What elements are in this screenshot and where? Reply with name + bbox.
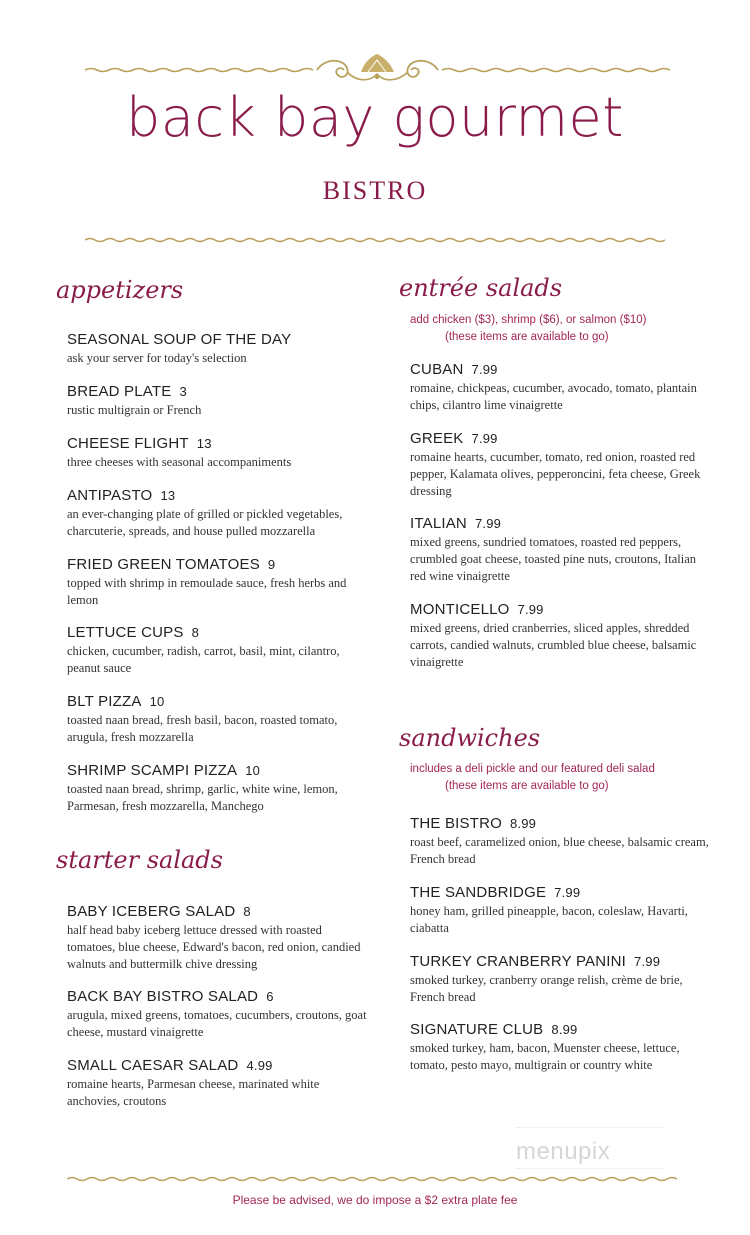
menu-item: [67, 987, 367, 1041]
item-title: [67, 555, 367, 575]
watermark-rule: [516, 1168, 664, 1169]
item-description: chicken, cucumber, radish, carrot, basil, mint, cilantro, peanut sauce: [67, 644, 340, 675]
section-note: (these items are available to go): [445, 780, 609, 792]
item-name: ANTIPASTO: [67, 487, 153, 504]
item-title: [67, 902, 367, 922]
item-description: romaine hearts, Parmesan cheese, marinated white anchovies, croutons: [67, 1077, 320, 1108]
item-title: [67, 692, 367, 712]
item-price: 7.99: [517, 602, 544, 617]
menu-item: [410, 1020, 710, 1074]
item-price: 7.99: [474, 516, 502, 531]
item-title: [67, 1056, 367, 1076]
item-description: ask your server for today's selection: [67, 351, 247, 365]
item-title: [67, 330, 367, 350]
item-price: 7.99: [554, 885, 581, 900]
item-name: TURKEY CRANBERRY PANINI: [410, 953, 627, 970]
item-description: three cheeses with seasonal accompaniments: [67, 455, 292, 469]
item-title: [410, 1020, 710, 1040]
item-price: 13: [196, 436, 212, 451]
section-note: (these items are available to go): [445, 331, 609, 343]
item-price: 13: [160, 488, 176, 503]
extra-plate-fee-notice: Please be advised, we do impose a $2 extra plate fee: [232, 1193, 518, 1207]
menu-item: [410, 514, 710, 585]
item-description: roast beef, caramelized onion, blue cheese, balsamic cream, French bread: [410, 835, 709, 866]
item-name: SHRIMP SCAMPI PIZZA: [67, 762, 238, 779]
item-name: CHEESE FLIGHT: [67, 435, 189, 452]
item-title: [410, 429, 710, 449]
item-price: 10: [149, 694, 165, 709]
item-name: SIGNATURE CLUB: [410, 1021, 544, 1038]
menu-item: [67, 555, 367, 609]
item-name: FRIED GREEN TOMATOES: [67, 556, 260, 573]
item-name: SEASONAL SOUP OF THE DAY: [67, 331, 292, 348]
item-name: MONTICELLO: [410, 601, 510, 618]
item-title: [410, 360, 710, 380]
item-title: [410, 952, 710, 972]
item-description: mixed greens, dried cranberries, sliced apples, shredded carrots, candied walnuts, crumbled blue cheese, balsamic vinaigrette: [410, 621, 697, 669]
item-name: THE BISTRO: [410, 815, 503, 832]
item-name: CUBAN: [410, 361, 464, 378]
item-description: toasted naan bread, shrimp, garlic, white wine, lemon, Parmesan, fresh mozzarella, Manchego: [67, 782, 338, 813]
item-title: [67, 486, 367, 506]
item-description: romaine hearts, cucumber, tomato, red onion, roasted red pepper, Kalamata olives, pepperoncini, feta cheese, Greek dressing: [410, 450, 701, 498]
section-heading-appetizers: appetizers: [56, 276, 184, 304]
item-name: GREEK: [410, 430, 464, 447]
restaurant-subtitle: BISTRO: [322, 176, 428, 205]
item-title: [67, 382, 367, 402]
item-title: [410, 883, 710, 903]
item-name: ITALIAN: [410, 515, 467, 532]
wavy-divider: [85, 236, 670, 244]
section-note: includes a deli pickle and our featured deli salad: [410, 763, 655, 775]
item-title: [410, 600, 710, 620]
item-description: mixed greens, sundried tomatoes, roasted red peppers, crumbled goat cheese, toasted pine nuts, croutons, Italian red wine vinaigrette: [410, 535, 697, 583]
item-price: 8.99: [551, 1022, 578, 1037]
item-price: 7.99: [634, 954, 661, 969]
item-description: smoked turkey, ham, bacon, Muenster cheese, lettuce, tomato, pesto mayo, multigrain or country white: [410, 1041, 680, 1072]
item-price: 7.99: [471, 362, 498, 377]
item-description: honey ham, grilled pineapple, bacon, coleslaw, Havarti, ciabatta: [410, 904, 688, 935]
menu-item: [410, 814, 710, 868]
section-heading-sandwiches: sandwiches: [399, 724, 541, 752]
item-description: smoked turkey, cranberry orange relish, crème de brie, French bread: [410, 973, 683, 1004]
flourish-ornament-icon: [85, 52, 670, 86]
item-name: BREAD PLATE: [67, 383, 172, 400]
menu-item: [67, 761, 367, 815]
restaurant-name: back bay gourmet: [126, 86, 624, 149]
menu-item: [410, 952, 710, 1006]
menu-item: [410, 429, 710, 500]
wavy-divider: [67, 1175, 682, 1183]
item-title: [410, 514, 710, 534]
menu-item: [67, 1056, 367, 1110]
item-title: [410, 814, 710, 834]
item-price: 8: [243, 904, 251, 919]
item-price: 10: [245, 763, 261, 778]
menu-item: [67, 692, 367, 746]
item-name: LETTUCE CUPS: [67, 624, 184, 641]
item-description: an ever-changing plate of grilled or pickled vegetables, charcuterie, spreads, and house pulled mozzarella: [67, 507, 343, 538]
item-price: 3: [179, 384, 187, 399]
menu-item: [67, 330, 367, 367]
item-price: 4.99: [246, 1058, 273, 1073]
menu-item: [410, 600, 710, 671]
section-heading-entree-salads: entrée salads: [399, 274, 563, 302]
item-title: [67, 987, 367, 1007]
item-description: arugula, mixed greens, tomatoes, cucumbers, croutons, goat cheese, mustard vinaigrette: [67, 1008, 367, 1039]
item-price: 6: [266, 989, 274, 1004]
item-description: rustic multigrain or French: [67, 403, 202, 417]
item-name: BLT PIZZA: [67, 693, 142, 710]
menu-item: [67, 902, 367, 973]
item-description: romaine, chickpeas, cucumber, avocado, tomato, plantain chips, cilantro lime vinaigrette: [410, 381, 697, 412]
menu-item: [67, 382, 367, 419]
item-price: 9: [267, 557, 276, 572]
item-name: BABY ICEBERG SALAD: [67, 903, 236, 920]
item-name: BACK BAY BISTRO SALAD: [67, 988, 259, 1005]
item-description: topped with shrimp in remoulade sauce, fresh herbs and lemon: [67, 576, 347, 607]
menu-item: [67, 434, 367, 471]
section-heading-starter-salads: starter salads: [56, 846, 223, 874]
item-title: [67, 623, 367, 643]
item-title: [67, 434, 367, 454]
item-name: SMALL CAESAR SALAD: [67, 1057, 239, 1074]
menu-item: [67, 623, 367, 677]
item-price: 7.99: [471, 431, 498, 446]
item-description: half head baby iceberg lettuce dressed with roasted tomatoes, blue cheese, Edward's bacon, red onion, candied walnuts and buttermilk chive dressing: [67, 923, 361, 971]
item-description: toasted naan bread, fresh basil, bacon, roasted tomato, arugula, fresh mozzarella: [67, 713, 338, 744]
watermark-rule: [516, 1127, 664, 1128]
item-name: THE SANDBRIDGE: [410, 884, 547, 901]
item-price: 8: [191, 625, 200, 640]
menu-item: [410, 883, 710, 937]
section-note: add chicken ($3), shrimp ($6), or salmon ($10): [410, 314, 647, 326]
watermark-logo: menupix: [516, 1138, 611, 1165]
menu-item: [410, 360, 710, 414]
item-title: [67, 761, 367, 781]
menu-item: [67, 486, 367, 540]
item-price: 8.99: [510, 816, 537, 831]
